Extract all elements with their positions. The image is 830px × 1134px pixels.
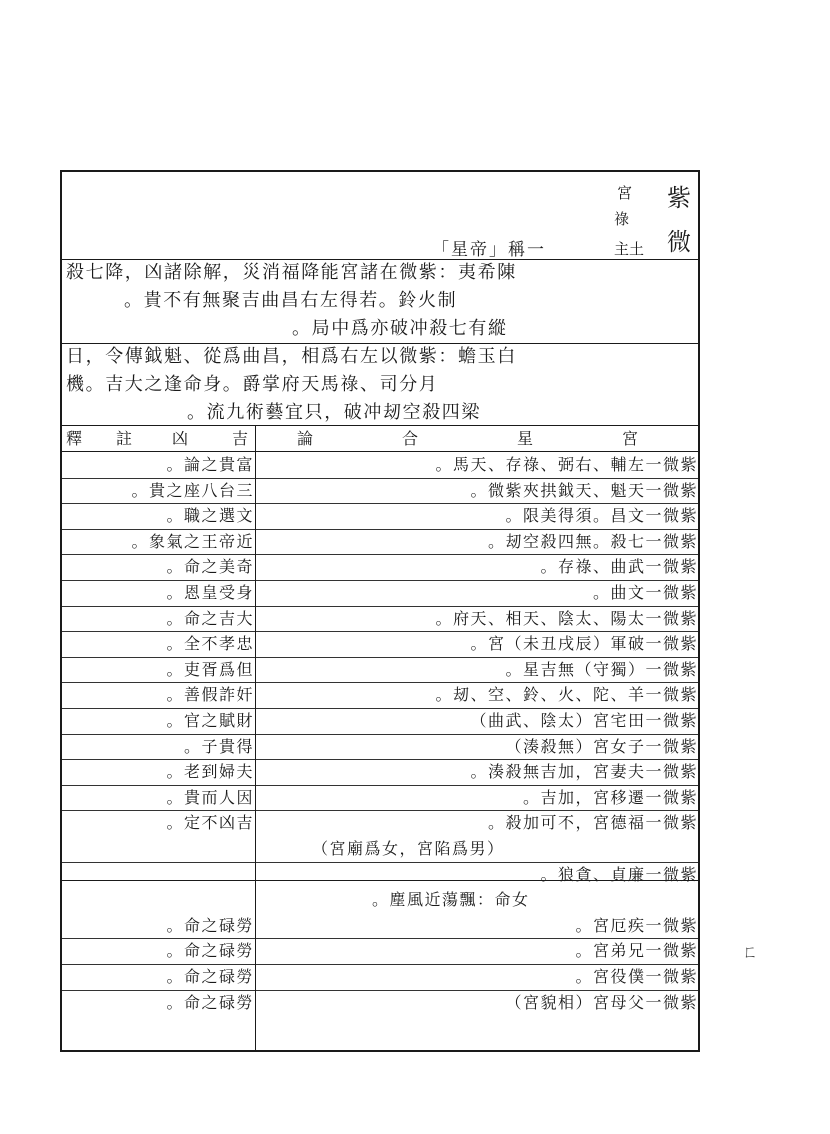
right-header-1: 論 <box>297 429 314 448</box>
right-header-4: 宮 <box>622 429 639 448</box>
subtitle-char-2: 祿 <box>614 210 630 228</box>
title-char-2: 微 <box>667 228 691 256</box>
table-row-right: 。宮（未丑戌辰）軍破一微紫 <box>470 634 698 654</box>
table-row-left: 。吏胥爲但 <box>166 659 254 679</box>
table-row-left: 。命之吉大 <box>166 608 254 628</box>
table-row-left: 。善假詐奸 <box>166 685 254 705</box>
table-row-left: 。論之貴富 <box>166 455 254 474</box>
subtitle-char-3: 主土 <box>614 240 645 258</box>
intro-line-3: 。局中爲亦破冲殺七有縱 <box>292 318 508 339</box>
table-row-left: 。貴而人因 <box>166 787 254 807</box>
table-row-left: 。命之碌勞 <box>166 915 254 935</box>
table-row-right: 。狼貪、貞廉一微紫 <box>540 864 698 884</box>
intro-line-6: 。流九術藝宜只，破冲刼空殺四梁 <box>187 402 481 423</box>
table-row-left: 。職之選文 <box>166 506 254 526</box>
table-row-left: 。定不凶吉 <box>166 813 254 833</box>
intro-line-2: 。貴不有無聚吉曲昌右左得若。鈴火制 <box>124 290 458 311</box>
table-row-left: 。子貴得 <box>183 736 254 756</box>
table-row-right: （曲武、陰太）宮宅田一微紫 <box>470 711 698 730</box>
right-header-3: 星 <box>517 429 534 448</box>
table-row-left: 。全不孝忠 <box>166 634 254 654</box>
table-row-right: 。限美得須。昌文一微紫 <box>505 506 698 526</box>
table-row-left <box>66 864 254 885</box>
table-row-right: 。存祿、曲武一微紫 <box>540 557 698 577</box>
left-header-2: 註 <box>116 429 133 448</box>
intro-line-1: 殺七降，凶諸除解，災消福降能宮諸在微紫：夷希陳 <box>66 262 517 283</box>
table-row-right: 。吉加，宮移遷一微紫 <box>522 787 698 807</box>
table-row-left: 。官之賦財 <box>166 711 254 730</box>
table-row-right: 。曲文一微紫 <box>592 583 698 602</box>
table-row-left: 。命之碌勞 <box>166 967 254 986</box>
table-row-right: （湊殺無）宮女子一微紫 <box>505 736 698 756</box>
margin-mark: ㄈ <box>742 942 759 961</box>
left-header-3: 凶 <box>172 429 189 448</box>
table-row-left: 。命之碌勞 <box>166 941 254 961</box>
table-row-left: 。老到婦夫 <box>166 762 254 782</box>
table-row-left <box>66 889 254 910</box>
subtitle-char-1: 宮 <box>617 184 633 202</box>
page-frame <box>60 170 700 1052</box>
table-row-left: 。貴之座八台三 <box>131 480 254 500</box>
table-row-left: 。象氣之王帝近 <box>131 531 254 551</box>
table-row-right: 。星吉無（守獨）一微紫 <box>505 659 698 679</box>
table-row-right: （宮貌相）宮母父一微紫 <box>505 992 698 1012</box>
table-row-left: 。命之美奇 <box>166 557 254 577</box>
table-row-right: 。殺加可不，宮德福一微紫 <box>487 813 698 833</box>
table-row-right: 。刼空殺四無。殺七一微紫 <box>487 531 698 551</box>
table-row-right: 。刼、空、鈴、火、陀、羊一微紫 <box>435 685 698 705</box>
table-row-right: （宮廟爲女，宮陷爲男） <box>312 839 505 858</box>
right-header-2: 合 <box>402 429 419 448</box>
table-row-right: 。府天、相天、陰太、陽太一微紫 <box>435 608 698 628</box>
intro-line-4: 日，令傳鉞魁、從爲曲昌，相爲右左以微紫：蟾玉白 <box>66 346 517 367</box>
table-row-left <box>66 838 254 859</box>
table-row-right: 。塵風近蕩飄：命女 <box>372 890 530 910</box>
table-row-left: 。恩皇受身 <box>166 583 254 602</box>
left-header-1: 釋 <box>66 429 83 448</box>
intro-line-5: 機。吉大之逢命身。爵掌府天馬祿、司分月 <box>66 374 439 395</box>
title-char-1: 紫 <box>667 184 691 212</box>
table-row-right: 。馬天、存祿、弼右、輔左一微紫 <box>435 455 698 474</box>
table-row-right: 。宮厄疾一微紫 <box>575 915 698 935</box>
table-row-right: 。湊殺無吉加，宮妻夫一微紫 <box>470 762 698 782</box>
table-row-right: 。微紫夾拱鉞天、魁天一微紫 <box>470 480 698 500</box>
table-row-right: 。宮弟兄一微紫 <box>575 941 698 961</box>
table-row-right: 。宮役僕一微紫 <box>575 967 698 986</box>
epithet: 「星帝」稱一 <box>432 240 546 260</box>
left-header-4: 吉 <box>232 429 249 448</box>
table-row-left: 。命之碌勞 <box>166 992 254 1012</box>
